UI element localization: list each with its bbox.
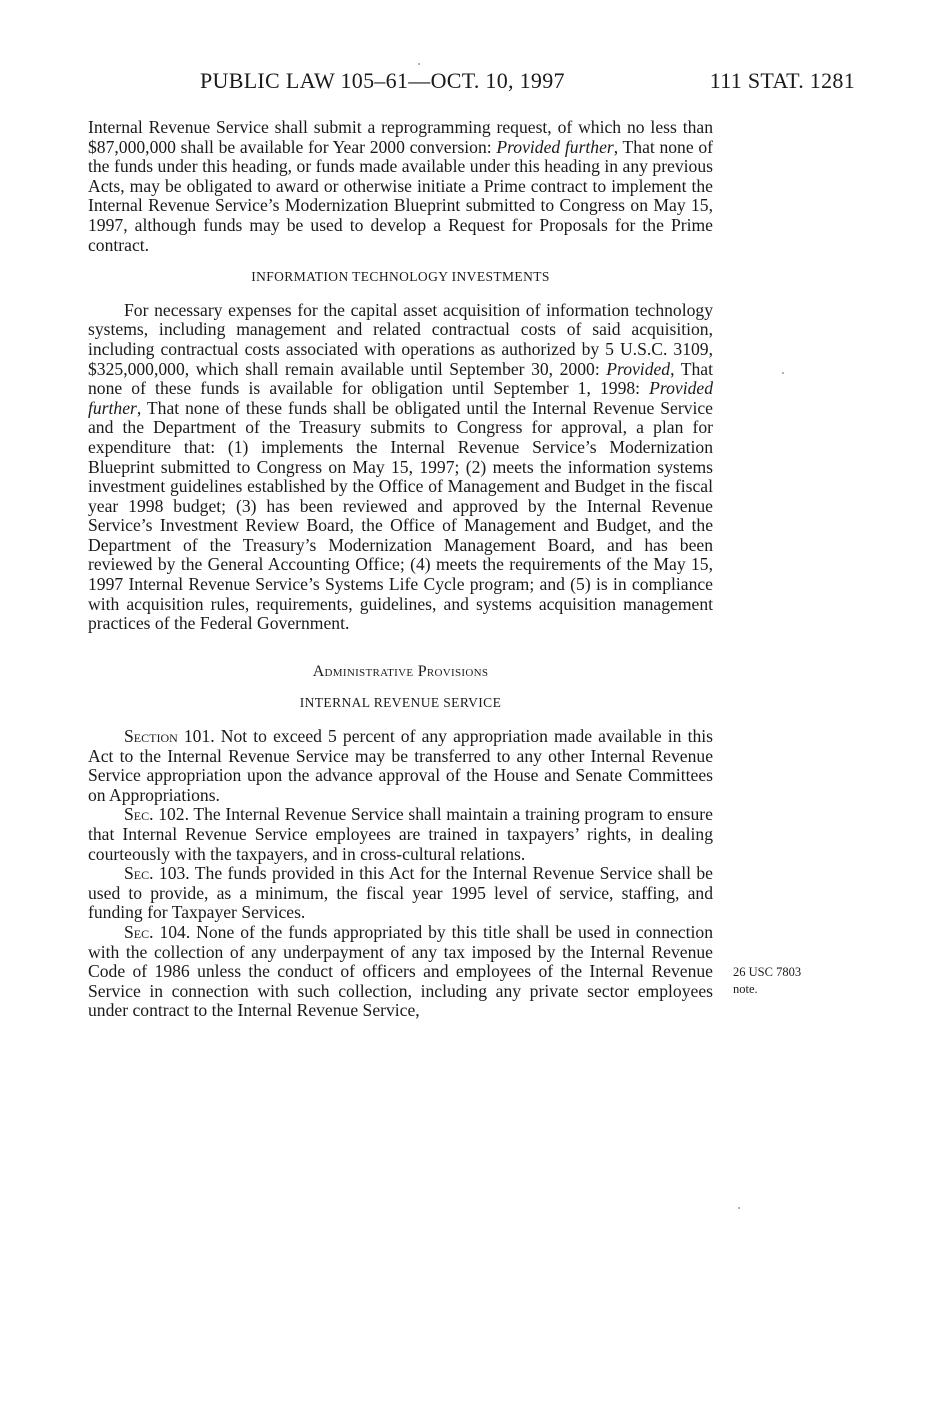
intro-proviso: Provided further xyxy=(496,136,614,157)
section-104 xyxy=(88,923,713,1021)
margin-note-suffix: note. xyxy=(733,982,758,996)
section-104-text: None of the funds appropriated by this title shall be used in connection with the collection of any underpayment of any tax imposed by the Internal Revenue Code of 1986 unless the conduct of officers and employees of the Internal Revenue Service in connection with such collection, including any private sector employees under contract to the Internal Revenue Service, xyxy=(88,921,713,1021)
margin-note-citation: 26 USC 7803 xyxy=(733,965,802,979)
it-text-c: , That none of these funds shall be obligated until the Internal Revenue Service and the Department of the Treasury submits to Congress for approval, a plan for expenditure that: (1) implements the Internal Revenue Service’s Modernization Blueprint submitted to Congress on May 15, 1997; (2) meets the information systems investment guidelines established by the Office of Management and Budget in the fiscal year 1998 budget; (3) has been reviewed and approved by the Internal Revenue Service’s Investment Review Board, the Office of Management and Budget, and the Department of the Treasury’s Modernization Management Board, and has been reviewed by the General Accounting Office; (4) meets the requirements of the May 15, 1997 Internal Revenue Service’s Systems Life Cycle program; and (5) is in compliance with acquisition rules, requirements, guidelines, and systems acquisition management practices of the Federal Government. xyxy=(88,397,713,634)
section-101-text: Not to exceed 5 percent of any appropriation made available in this Act to the Internal Revenue Service may be transferred to any other Internal Revenue Service appropriation upon the advance approval of the House and Senate Committees on Appropriations. xyxy=(88,726,714,805)
administrative-provisions-heading: Administrative Provisions xyxy=(312,662,489,680)
section-103-label: Sec. 103. xyxy=(124,863,190,884)
section-102 xyxy=(88,805,713,864)
scan-speck xyxy=(418,63,420,65)
it-proviso-2: Provided further xyxy=(88,378,713,418)
section-103 xyxy=(88,864,713,923)
scan-speck xyxy=(782,372,784,374)
margin-note xyxy=(733,964,843,998)
it-proviso-1: Provided xyxy=(606,358,671,379)
section-101-label: Section 101. xyxy=(124,726,215,747)
section-102-label: Sec. 102. xyxy=(124,804,189,825)
scan-speck xyxy=(738,1207,740,1209)
intro-text-a: Internal Revenue Service shall submit a reprogramming request, of which no less than $87,000,000 shall be available for Year 2000 conversion: xyxy=(88,117,713,157)
irs-subheading: INTERNAL REVENUE SERVICE xyxy=(299,695,502,711)
running-head xyxy=(200,68,855,98)
intro-paragraph xyxy=(88,118,713,255)
spacer xyxy=(88,634,713,648)
section-102-text: The Internal Revenue Service shall maintain a training program to ensure that Internal Revenue Service employees are trained in taxpayers’ rights, in dealing courteously with the taxpayers, and in cross-cultural relations. xyxy=(88,804,713,864)
it-text-b: , That none of these funds is available for obligation until September 1, 1998: xyxy=(88,358,713,399)
it-text-a: For necessary expenses for the capital asset acquisition of information technology systems, including management and related contractual costs of said acquisition, including contractual costs associated with operations as authorized by 5 U.S.C. 3109, $325,000,000, which shall remain available until September 30, 2000: xyxy=(88,299,713,379)
section-104-label: Sec. 104. xyxy=(124,921,191,942)
intro-text-b: , That none of the funds under this heading, or funds made available under this heading in any previous Acts, may be obligated to award or otherwise initiate a Prime contract to implement the Internal Revenue Service’s Modernization Blueprint submitted to Congress on May 15, 1997, although funds may be used to develop a Request for Proposals for the Prime contract. xyxy=(88,136,714,255)
law-title: PUBLIC LAW 105–61—OCT. 10, 1997 xyxy=(200,68,565,93)
it-investments-paragraph xyxy=(88,301,713,634)
body-text xyxy=(88,118,713,1021)
it-investments-heading: INFORMATION TECHNOLOGY INVESTMENTS xyxy=(251,269,550,285)
section-101 xyxy=(88,727,713,805)
statute-citation: 111 STAT. 1281 xyxy=(709,68,855,93)
section-103-text: The funds provided in this Act for the Internal Revenue Service shall be used to provide, as a minimum, the fiscal year 1995 level of service, staffing, and funding for Taxpayer Services. xyxy=(88,863,713,923)
